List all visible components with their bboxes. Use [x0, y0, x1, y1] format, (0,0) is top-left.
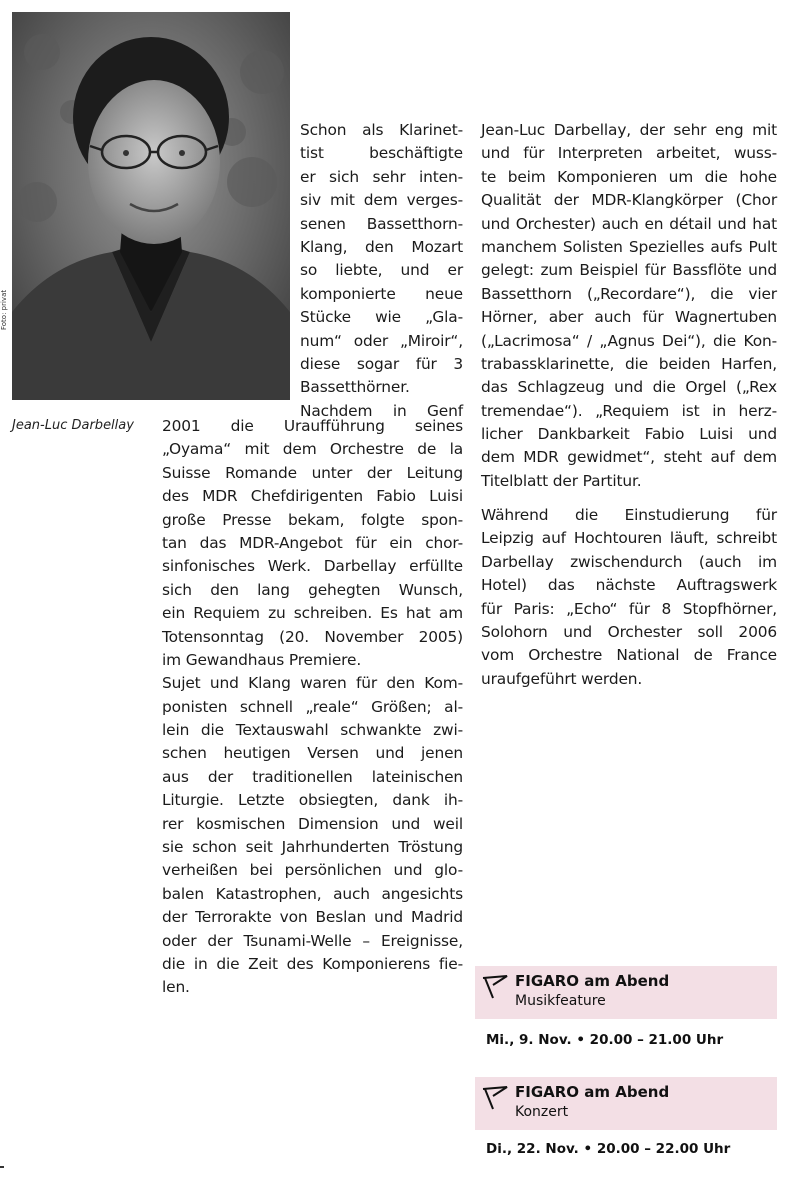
text-line: Darbellay zwischendurch (auch im — [481, 552, 777, 571]
text-line: senen Bassetthorn- — [300, 214, 463, 233]
event-schedule: Di., 22. Nov. • 20.00 – 22.00 Uhr — [486, 1141, 731, 1157]
text-line: sie schon seit Jahrhunderten Tröstung — [162, 838, 463, 857]
text-line: er sich sehr inten- — [300, 167, 463, 186]
text-line: licher Dankbarkeit Fabio Luisi und — [481, 425, 777, 444]
text-line: te beim Komponieren um die hohe — [481, 167, 777, 186]
text-line: ponisten schnell „reale“ Größen; al- — [162, 697, 463, 716]
text-line: ein Requiem zu schreiben. Es hat am — [162, 604, 463, 623]
text-line: für Paris: „Echo“ für 8 Stopfhörner, — [481, 599, 777, 618]
text-line: dem MDR gewidmet“, steht auf dem — [481, 448, 777, 467]
text-line: lein die Textauswahl schwankte zwi- — [162, 721, 463, 740]
article-column2-paragraph1 — [481, 119, 777, 493]
article-column1-wrap — [300, 119, 463, 423]
text-line: tremendae“). „Requiem ist in herz- — [481, 401, 777, 420]
text-line: Klang, den Mozart — [300, 237, 463, 256]
text-line: Bassetthörner. — [300, 378, 410, 397]
article-column2-paragraph2 — [481, 504, 777, 691]
text-line: oder der Tsunami-Welle – Ereignisse, — [162, 931, 463, 950]
text-line: gelegt: zum Beispiel für Bassflöte und — [481, 261, 777, 280]
text-line: schen heutigen Versen und jenen — [162, 744, 463, 763]
text-line: trabassklarinette, die beiden Harfen, — [481, 354, 777, 373]
text-line: Qualität der MDR-Klangkörper (Chor — [481, 191, 777, 210]
text-line: der Terrorakte von Beslan und Madrid — [162, 908, 463, 927]
text-line: vom Orchestre National de France — [481, 646, 777, 665]
text-line: tan das MDR-Angebot für ein chor- — [162, 533, 463, 552]
portrait-photo — [12, 12, 290, 400]
text-line: Leipzig auf Hochtouren läuft, schreibt — [481, 529, 777, 548]
event-schedule: Mi., 9. Nov. • 20.00 – 21.00 Uhr — [486, 1032, 724, 1048]
text-line: das Schlagzeug und die Orgel („Rex — [481, 378, 777, 397]
text-line: die in die Zeit des Komponierens fie- — [162, 954, 463, 973]
text-line: verheißen bei persönlichen und glo- — [162, 861, 463, 880]
text-line: Hörner, aber auch für Wagnertuben — [481, 308, 777, 327]
text-line: balen Katastrophen, auch angesichts — [162, 884, 463, 903]
text-line: len. — [162, 978, 190, 997]
crop-mark — [0, 1166, 4, 1168]
text-line: sich den lang gehegten Wunsch, — [162, 580, 463, 599]
text-line: große Presse bekam, folgte spon- — [162, 510, 463, 529]
text-line: Sujet und Klang waren für den Kom- — [162, 674, 463, 693]
text-line: und Orchester) auch en détail und hat — [481, 214, 777, 233]
text-line: des MDR Chefdirigenten Fabio Luisi — [162, 487, 463, 506]
text-line: uraufgeführt werden. — [481, 669, 643, 688]
text-line: sinfonisches Werk. Darbellay erfüllte — [162, 557, 463, 576]
text-line: so liebte, und er — [300, 261, 463, 280]
text-line: rer kosmischen Dimension und weil — [162, 814, 463, 833]
text-line: Nachdem in Genf — [300, 401, 463, 420]
text-line: Schon als Klarinet- — [300, 121, 463, 139]
text-line: und für Interpreten arbeitet, wuss- — [481, 144, 777, 163]
event-subtitle: Musikfeature — [515, 993, 606, 1009]
text-line: tist beschäftigte — [300, 144, 463, 163]
event-title: FIGARO am Abend — [515, 972, 670, 990]
event-title: FIGARO am Abend — [515, 1083, 670, 1101]
text-line: „Oyama“ mit dem Orchestre de la — [162, 440, 463, 459]
text-line: im Gewandhaus Premiere. — [162, 650, 362, 669]
text-line: Solohorn und Orchester soll 2006 — [481, 622, 777, 641]
text-line: Jean-Luc Darbellay, der sehr eng mit — [481, 121, 777, 139]
text-line: siv mit dem verges- — [300, 191, 463, 210]
text-line: Totensonntag (20. November 2005) — [162, 627, 463, 646]
text-line: Suisse Romande unter der Leitung — [162, 463, 463, 482]
event-subtitle: Konzert — [515, 1104, 569, 1120]
text-line: Bassetthorn („Recordare“), die vier — [481, 284, 777, 303]
article-column1-body — [162, 415, 463, 1000]
arrow-icon — [481, 974, 509, 1000]
event-box — [475, 1077, 777, 1130]
text-line: komponierte neue — [300, 284, 463, 303]
event-box — [475, 966, 777, 1019]
text-line: num“ oder „Miroir“, — [300, 331, 463, 350]
text-line: Titelblatt der Partitur. — [481, 471, 642, 490]
text-line: diese sogar für 3 — [300, 354, 463, 373]
arrow-icon — [481, 1085, 509, 1111]
text-line: manchem Solisten Spezielles aufs Pult — [481, 237, 777, 256]
text-line: aus der traditionellen lateinischen — [162, 767, 463, 786]
text-line: Liturgie. Letzte obsiegten, dank ih- — [162, 791, 463, 810]
photo-caption: Jean-Luc Darbellay — [12, 418, 134, 433]
photo-credit: Foto: privat — [0, 289, 8, 330]
text-line: 2001 die Uraufführung seines — [162, 417, 463, 435]
text-line: Stücke wie „Gla- — [300, 308, 463, 327]
text-line: („Lacrimosa“ / „Agnus Dei“), die Kon- — [481, 331, 777, 350]
text-line: Während die Einstudierung für — [481, 506, 777, 524]
text-line: Hotel) das nächste Auftragswerk — [481, 576, 777, 595]
